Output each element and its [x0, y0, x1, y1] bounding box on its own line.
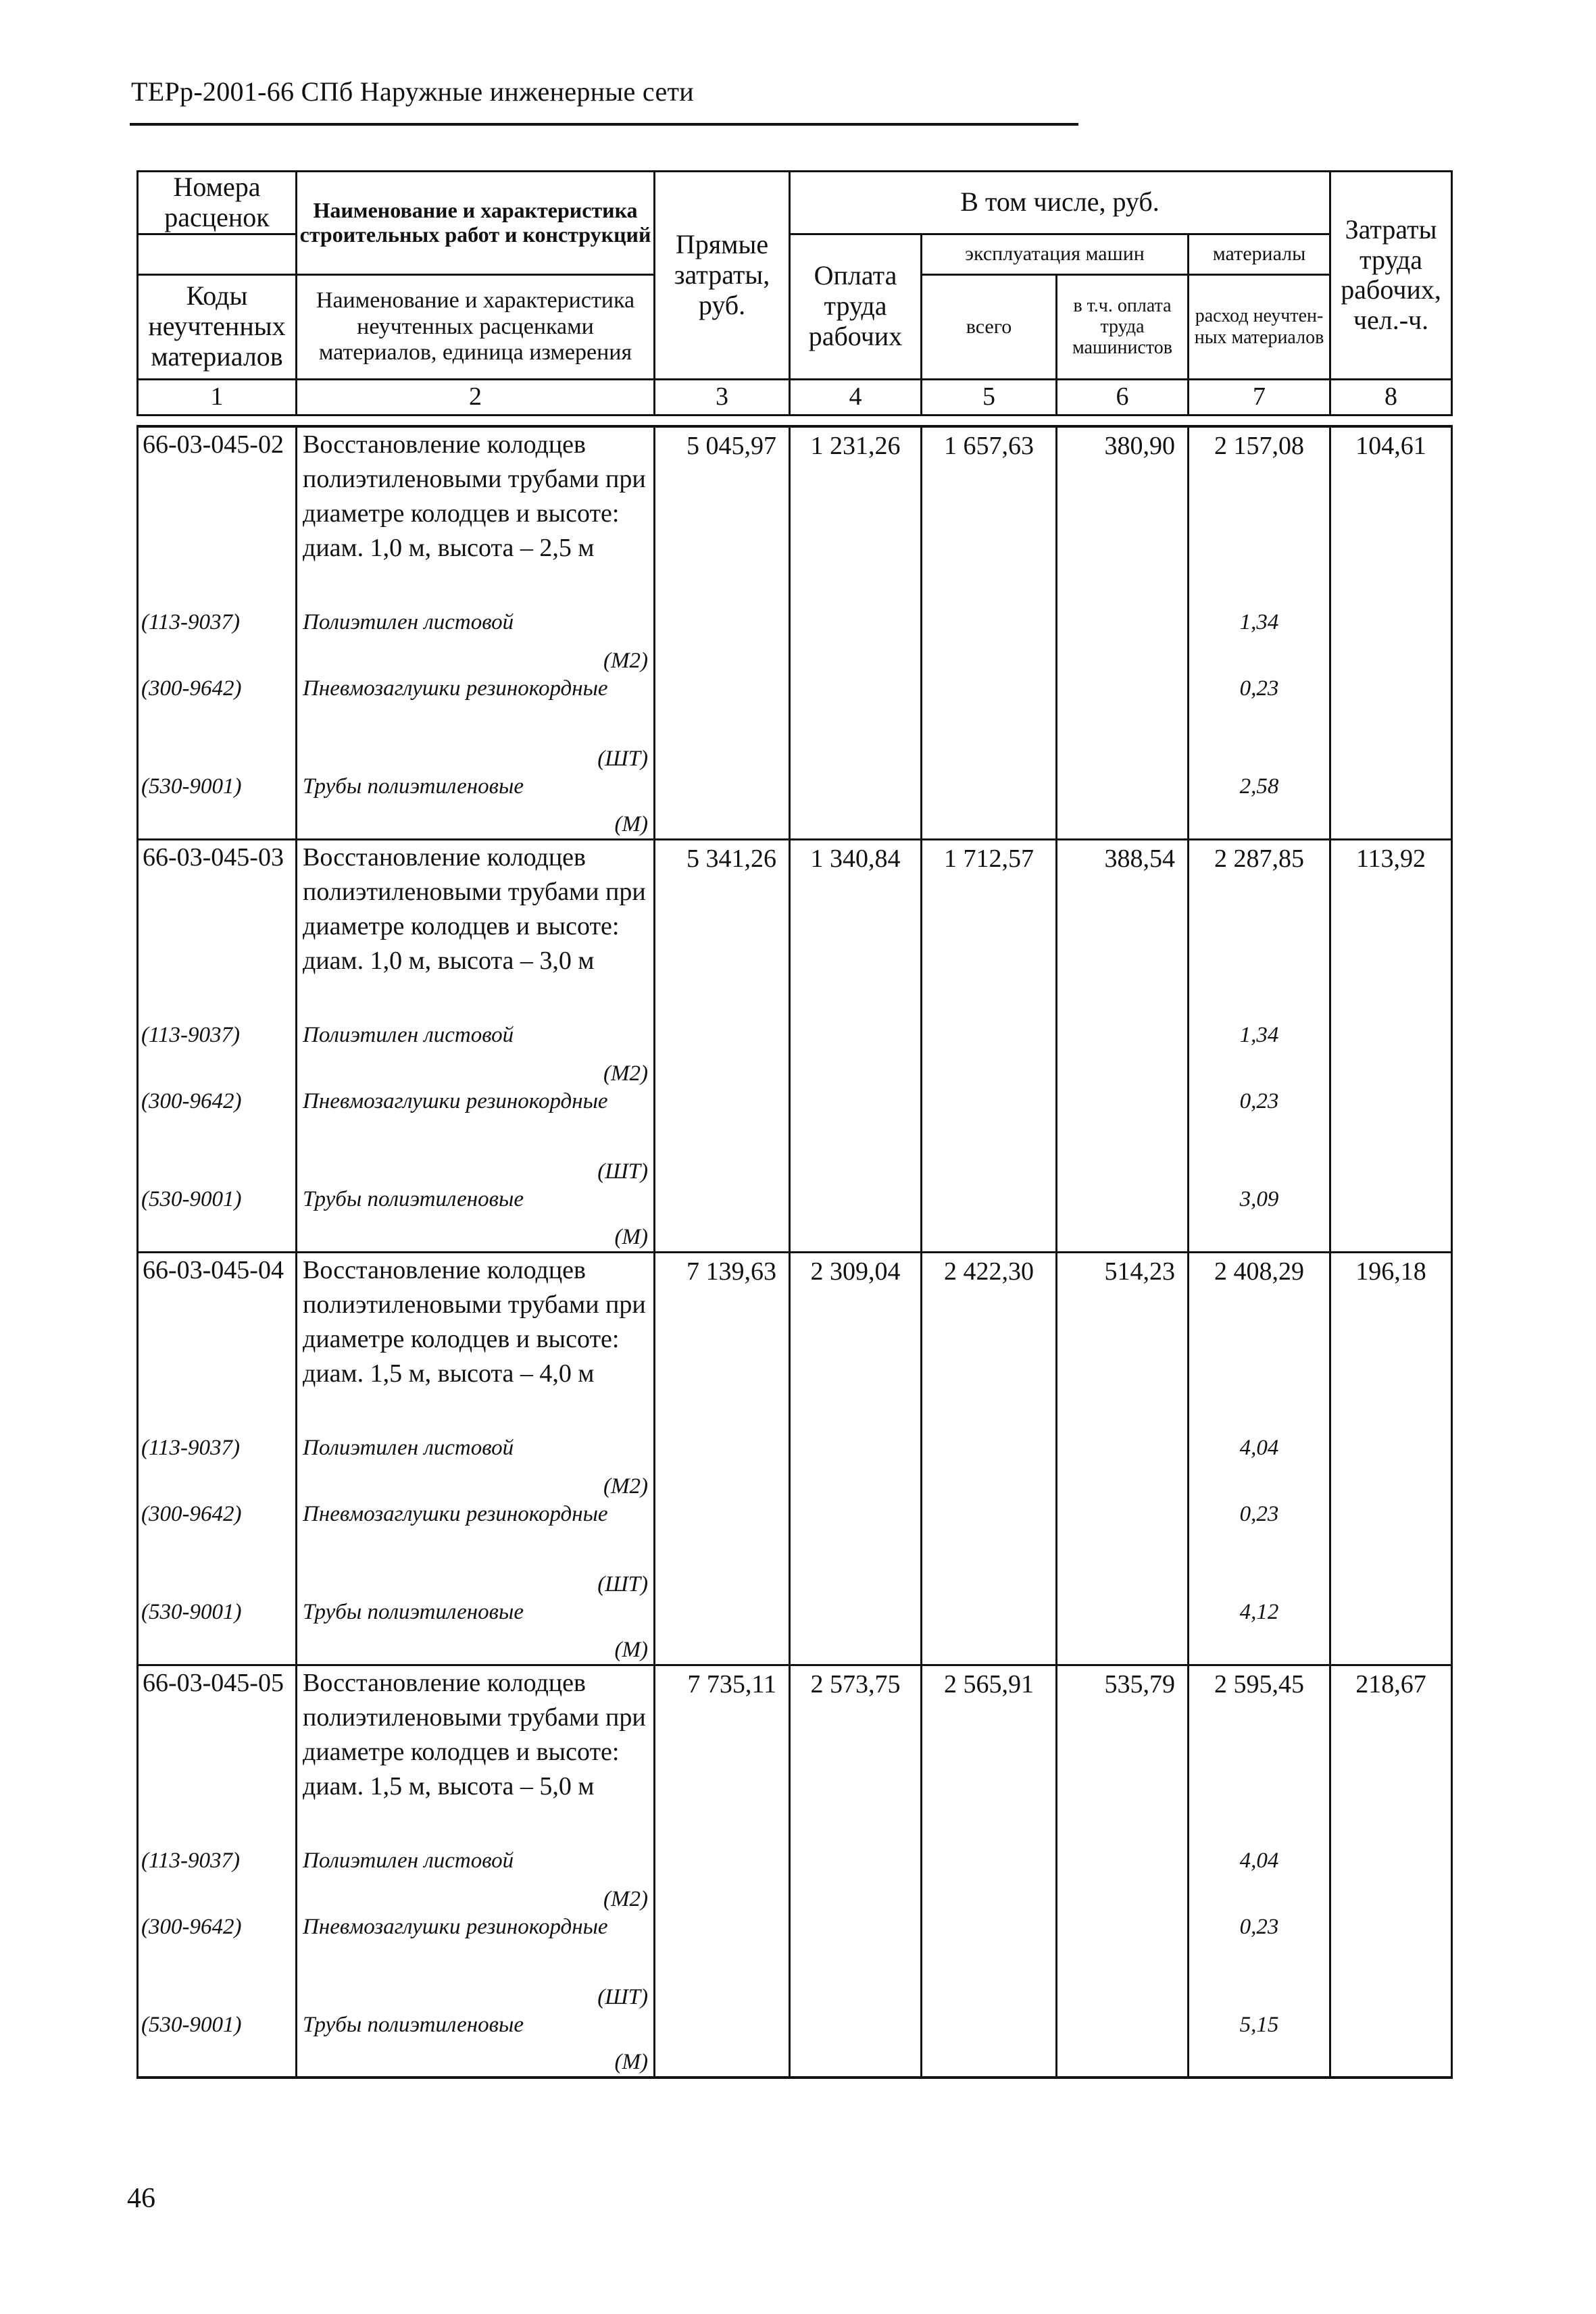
material-row [138, 1022, 1452, 1088]
material-name: Полиэтилен листовой [303, 1436, 514, 1460]
material-cell [297, 1599, 655, 1665]
empty-cell [1330, 1599, 1452, 1665]
header-col5: всего [922, 274, 1057, 379]
material-unit: (М2) [603, 1887, 648, 1911]
empty-cell [655, 609, 790, 675]
empty-cell [1330, 1022, 1452, 1088]
header-machines: эксплуатация машин [922, 234, 1189, 274]
empty-cell [1330, 773, 1452, 839]
header-col1-top: Номера расценок [138, 172, 297, 234]
material-unit: (М2) [603, 649, 648, 673]
empty-cell [790, 1599, 922, 1665]
empty-cell [655, 1022, 790, 1088]
materials-cost: 2 595,45 [1189, 1665, 1330, 1847]
machines-total: 1 657,63 [922, 426, 1057, 609]
empty-cell [790, 609, 922, 675]
empty-cell [790, 773, 922, 839]
material-code: (530-9001) [138, 773, 297, 839]
empty-cell [1057, 609, 1189, 675]
material-name: Полиэтилен листовой [303, 1023, 514, 1047]
machinist-pay: 514,23 [1057, 1252, 1189, 1434]
header-col3: Прямые затраты, руб. [655, 172, 790, 380]
header-col1-bottom: Коды неучтенных материалов [138, 274, 297, 379]
table-row [138, 426, 1452, 609]
direct-cost: 5 341,26 [655, 839, 790, 1022]
empty-cell [1057, 2011, 1189, 2078]
header-num-3: 3 [655, 379, 790, 415]
machinist-pay: 535,79 [1057, 1665, 1189, 1847]
empty-cell [655, 1599, 790, 1665]
labor-pay: 1 340,84 [790, 839, 922, 1022]
empty-cell [655, 1501, 790, 1599]
material-unit: (М2) [603, 1061, 648, 1086]
material-row [138, 1913, 1452, 2011]
material-name: Пневмозаглушки резинокордные [303, 676, 608, 701]
material-row [138, 1186, 1452, 1252]
material-qty: 0,23 [1189, 675, 1330, 773]
header-col4: Оплата труда рабочих [790, 234, 922, 379]
material-qty: 0,23 [1189, 1913, 1330, 2011]
empty-cell [922, 609, 1057, 675]
material-code: (530-9001) [138, 1599, 297, 1665]
empty-cell [790, 1186, 922, 1252]
material-qty: 0,23 [1189, 1088, 1330, 1186]
empty-cell [922, 1022, 1057, 1088]
material-unit: (М) [614, 811, 648, 836]
material-unit: (М) [614, 2050, 648, 2074]
empty-cell [1057, 1022, 1189, 1088]
material-row [138, 2011, 1452, 2078]
materials-cost: 2 287,85 [1189, 839, 1330, 1022]
empty-cell [922, 2011, 1057, 2078]
empty-cell [655, 675, 790, 773]
empty-cell [1057, 1913, 1189, 2011]
material-unit: (М) [614, 1637, 648, 1662]
header-num-4: 4 [790, 379, 922, 415]
material-row [138, 1599, 1452, 1665]
header-num-8: 8 [1330, 379, 1452, 415]
labor-pay: 2 309,04 [790, 1252, 922, 1434]
empty-cell [655, 1434, 790, 1501]
empty-cell [922, 1847, 1057, 1913]
material-qty: 5,15 [1189, 2011, 1330, 2078]
material-code: (113-9037) [138, 609, 297, 675]
empty-cell [1330, 1847, 1452, 1913]
material-name: Пневмозаглушки резинокордные [303, 1089, 608, 1113]
material-cell [297, 609, 655, 675]
material-name: Трубы полиэтиленовые [303, 2013, 524, 2037]
labor-hours: 218,67 [1330, 1665, 1452, 1847]
labor-pay: 2 573,75 [790, 1665, 922, 1847]
empty-cell [655, 773, 790, 839]
rate-code: 66-03-045-05 [138, 1665, 297, 1847]
material-name: Пневмозаглушки резинокордные [303, 1915, 608, 1939]
material-qty: 2,58 [1189, 773, 1330, 839]
material-unit: (М2) [603, 1474, 648, 1499]
material-cell [297, 1088, 655, 1186]
empty-cell [790, 1847, 922, 1913]
header-num-5: 5 [922, 379, 1057, 415]
price-table [136, 425, 1453, 2079]
running-head: ТЕРр-2001-66 СПб Наружные инженерные сети [131, 76, 694, 107]
labor-pay: 1 231,26 [790, 426, 922, 609]
material-qty: 4,12 [1189, 1599, 1330, 1665]
empty-cell [1330, 1186, 1452, 1252]
header-rule [130, 123, 1078, 126]
empty-cell [655, 1847, 790, 1913]
material-qty: 1,34 [1189, 1022, 1330, 1088]
header-num-6: 6 [1057, 379, 1189, 415]
material-cell [297, 1022, 655, 1088]
material-unit: (ШТ) [597, 747, 648, 771]
machines-total: 2 565,91 [922, 1665, 1057, 1847]
empty-cell [1330, 2011, 1452, 2078]
empty-cell [922, 773, 1057, 839]
header-materials: материалы [1189, 234, 1330, 274]
material-cell [297, 773, 655, 839]
empty-cell [922, 1088, 1057, 1186]
empty-cell [655, 1186, 790, 1252]
empty-cell [1330, 609, 1452, 675]
empty-cell [790, 1501, 922, 1599]
labor-hours: 196,18 [1330, 1252, 1452, 1434]
empty-cell [1057, 1501, 1189, 1599]
header-num-7: 7 [1189, 379, 1330, 415]
material-unit: (ШТ) [597, 1159, 648, 1184]
empty-cell [922, 1434, 1057, 1501]
material-row [138, 675, 1452, 773]
material-unit: (ШТ) [597, 1985, 648, 2009]
empty-cell [922, 1501, 1057, 1599]
empty-cell [655, 1088, 790, 1186]
material-code: (300-9642) [138, 1913, 297, 2011]
rate-code: 66-03-045-04 [138, 1252, 297, 1434]
empty-cell [655, 1913, 790, 2011]
material-name: Трубы полиэтиленовые [303, 1600, 524, 1624]
material-cell [297, 675, 655, 773]
header-col7: расход неучтен-ных материалов [1189, 274, 1330, 379]
material-code: (530-9001) [138, 2011, 297, 2078]
column-header-table [136, 170, 1453, 416]
machines-total: 1 712,57 [922, 839, 1057, 1022]
header-col2-top: Наименование и характеристика строительных работ и конструкций [297, 172, 655, 275]
material-row [138, 1434, 1452, 1501]
empty-cell [790, 2011, 922, 2078]
header-col2-bottom: Наименование и характеристика неучтенных расценками материалов, единица измерения [297, 274, 655, 379]
header-col6: в т.ч. оплата труда машинистов [1057, 274, 1189, 379]
header-col1-top-cont [138, 234, 297, 274]
labor-hours: 113,92 [1330, 839, 1452, 1022]
material-name: Трубы полиэтиленовые [303, 774, 524, 799]
material-unit: (ШТ) [597, 1572, 648, 1596]
work-name: Восстановление колодцев полиэтиленовыми трубами при диаметре колодцев и высоте: диам. 1,0 м, высота – 2,5 м [297, 426, 655, 609]
rate-code: 66-03-045-03 [138, 839, 297, 1022]
header-group: В том числе, руб. [790, 172, 1330, 234]
empty-cell [922, 1186, 1057, 1252]
material-code: (113-9037) [138, 1847, 297, 1913]
material-cell [297, 2011, 655, 2078]
empty-cell [790, 1022, 922, 1088]
table-row [138, 839, 1452, 1022]
material-code: (113-9037) [138, 1434, 297, 1501]
empty-cell [1057, 675, 1189, 773]
header-col8: Затраты труда рабочих, чел.-ч. [1330, 172, 1452, 380]
empty-cell [790, 1434, 922, 1501]
material-row [138, 609, 1452, 675]
empty-cell [790, 675, 922, 773]
machinist-pay: 388,54 [1057, 839, 1189, 1022]
material-qty: 4,04 [1189, 1847, 1330, 1913]
empty-cell [922, 1599, 1057, 1665]
material-cell [297, 1913, 655, 2011]
material-unit: (М) [614, 1224, 648, 1249]
direct-cost: 7 139,63 [655, 1252, 790, 1434]
empty-cell [790, 1913, 922, 2011]
material-code: (530-9001) [138, 1186, 297, 1252]
material-qty: 0,23 [1189, 1501, 1330, 1599]
labor-hours: 104,61 [1330, 426, 1452, 609]
empty-cell [1330, 1913, 1452, 2011]
table-row [138, 1665, 1452, 1847]
empty-cell [1330, 675, 1452, 773]
material-name: Полиэтилен листовой [303, 610, 514, 634]
material-row [138, 1847, 1452, 1913]
material-name: Полиэтилен листовой [303, 1848, 514, 1873]
empty-cell [1057, 1088, 1189, 1186]
empty-cell [922, 675, 1057, 773]
material-qty: 4,04 [1189, 1434, 1330, 1501]
empty-cell [790, 1088, 922, 1186]
material-code: (300-9642) [138, 1501, 297, 1599]
material-cell [297, 1847, 655, 1913]
material-name: Пневмозаглушки резинокордные [303, 1502, 608, 1526]
header-num-1: 1 [138, 379, 297, 415]
material-name: Трубы полиэтиленовые [303, 1187, 524, 1211]
work-name: Восстановление колодцев полиэтиленовыми трубами при диаметре колодцев и высоте: диам. 1,5 м, высота – 5,0 м [297, 1665, 655, 1847]
materials-cost: 2 157,08 [1189, 426, 1330, 609]
material-qty: 3,09 [1189, 1186, 1330, 1252]
material-row [138, 773, 1452, 839]
table-row [138, 1252, 1452, 1434]
empty-cell [1057, 1847, 1189, 1913]
empty-cell [1057, 1599, 1189, 1665]
empty-cell [1057, 773, 1189, 839]
material-row [138, 1501, 1452, 1599]
empty-cell [1330, 1501, 1452, 1599]
material-cell [297, 1501, 655, 1599]
machinist-pay: 380,90 [1057, 426, 1189, 609]
empty-cell [922, 1913, 1057, 2011]
empty-cell [1057, 1434, 1189, 1501]
empty-cell [1057, 1186, 1189, 1252]
rate-code: 66-03-045-02 [138, 426, 297, 609]
material-qty: 1,34 [1189, 609, 1330, 675]
work-name: Восстановление колодцев полиэтиленовыми трубами при диаметре колодцев и высоте: диам. 1,0 м, высота – 3,0 м [297, 839, 655, 1022]
material-row [138, 1088, 1452, 1186]
header-num-2: 2 [297, 379, 655, 415]
material-code: (113-9037) [138, 1022, 297, 1088]
machines-total: 2 422,30 [922, 1252, 1057, 1434]
materials-cost: 2 408,29 [1189, 1252, 1330, 1434]
work-name: Восстановление колодцев полиэтиленовыми трубами при диаметре колодцев и высоте: диам. 1,5 м, высота – 4,0 м [297, 1252, 655, 1434]
empty-cell [655, 2011, 790, 2078]
page-number: 46 [127, 2183, 155, 2214]
empty-cell [1330, 1434, 1452, 1501]
material-code: (300-9642) [138, 1088, 297, 1186]
direct-cost: 5 045,97 [655, 426, 790, 609]
material-cell [297, 1434, 655, 1501]
direct-cost: 7 735,11 [655, 1665, 790, 1847]
material-cell [297, 1186, 655, 1252]
empty-cell [1330, 1088, 1452, 1186]
material-code: (300-9642) [138, 675, 297, 773]
